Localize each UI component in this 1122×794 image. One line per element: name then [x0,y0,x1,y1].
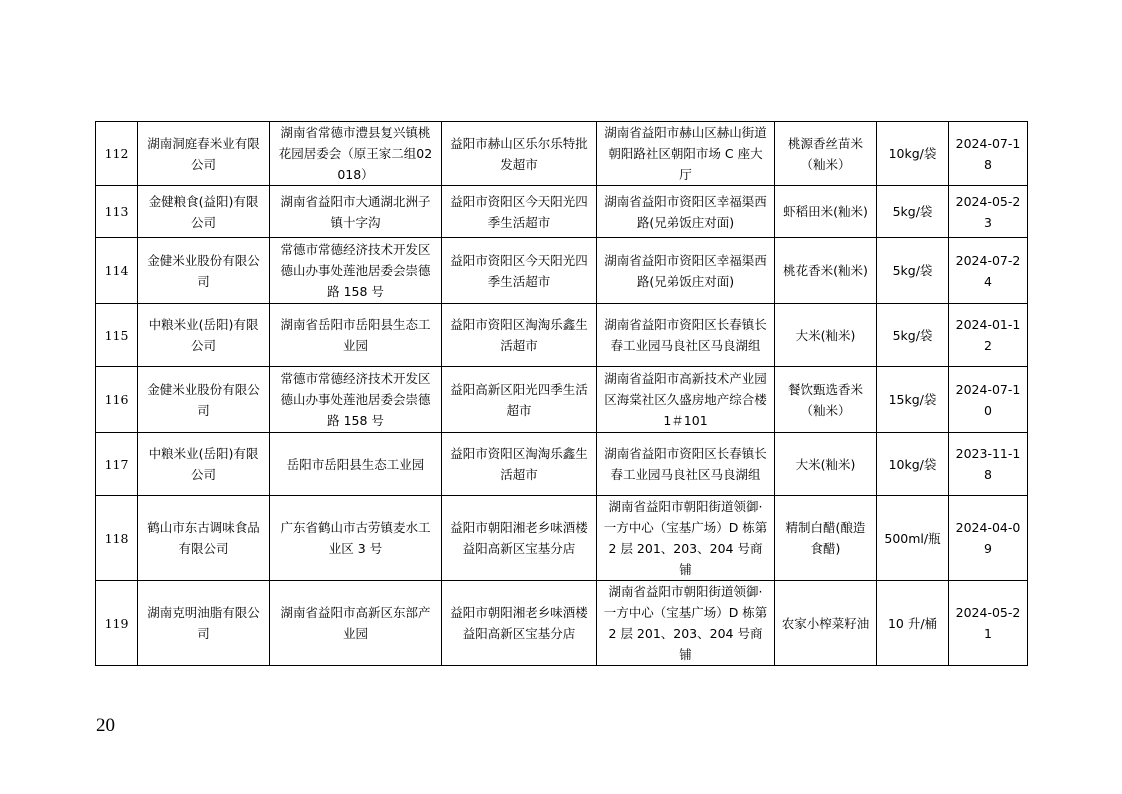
table-row [96,496,1028,581]
producer-name: 金健米业股份有限公司 [138,367,270,433]
production-date: 2024-04-09 [949,496,1028,581]
producer-address: 广东省鹤山市古劳镇麦水工业区 3 号 [270,496,442,581]
product-name: 大米(籼米) [775,433,877,496]
table-row [96,304,1028,367]
sampled-address: 湖南省益阳市资阳区幸福渠西路(兄弟饭庄对面) [597,186,775,238]
sampled-unit: 益阳市资阳区淘淘乐鑫生活超市 [442,304,597,367]
sampled-unit: 益阳市赫山区乐尔乐特批发超市 [442,122,597,186]
sampled-unit: 益阳高新区阳光四季生活超市 [442,367,597,433]
row-number: 118 [96,496,138,581]
product-name: 桃源香丝苗米（籼米） [775,122,877,186]
table-row [96,581,1028,666]
page-number: 20 [96,715,115,736]
production-date: 2024-05-21 [949,581,1028,666]
producer-name: 鹤山市东古调味食品有限公司 [138,496,270,581]
sampled-unit: 益阳市资阳区今天阳光四季生活超市 [442,186,597,238]
producer-name: 金健粮食(益阳)有限公司 [138,186,270,238]
production-date: 2024-07-24 [949,238,1028,304]
product-name: 桃花香米(籼米) [775,238,877,304]
producer-address: 湖南省常德市澧县复兴镇桃花园居委会（原王家二组02018） [270,122,442,186]
row-number: 113 [96,186,138,238]
table-row [96,238,1028,304]
results-table [95,121,1028,666]
product-spec: 10kg/袋 [877,122,949,186]
table-row [96,367,1028,433]
sampled-address: 湖南省益阳市高新技术产业园区海棠社区久盛房地产综合楼 1＃101 [597,367,775,433]
sampled-address: 湖南省益阳市资阳区长春镇长春工业园马良社区马良湖组 [597,304,775,367]
producer-name: 中粮米业(岳阳)有限公司 [138,433,270,496]
producer-address: 湖南省益阳市高新区东部产业园 [270,581,442,666]
product-name: 大米(籼米) [775,304,877,367]
row-number: 119 [96,581,138,666]
table-row [96,186,1028,238]
sampled-address: 湖南省益阳市资阳区长春镇长春工业园马良社区马良湖组 [597,433,775,496]
sampled-unit: 益阳市朝阳湘老乡味酒楼益阳高新区宝基分店 [442,581,597,666]
row-number: 112 [96,122,138,186]
product-name: 虾稻田米(籼米) [775,186,877,238]
product-name: 餐饮甄选香米（籼米） [775,367,877,433]
product-spec: 15kg/袋 [877,367,949,433]
producer-address: 湖南省岳阳市岳阳县生态工业园 [270,304,442,367]
production-date: 2024-05-23 [949,186,1028,238]
sampled-unit: 益阳市资阳区淘淘乐鑫生活超市 [442,433,597,496]
row-number: 114 [96,238,138,304]
sampled-address: 湖南省益阳市赫山区赫山街道朝阳路社区朝阳市场 C 座大厅 [597,122,775,186]
production-date: 2024-01-12 [949,304,1028,367]
product-spec: 10 升/桶 [877,581,949,666]
row-number: 115 [96,304,138,367]
row-number: 117 [96,433,138,496]
producer-name: 湖南克明油脂有限公司 [138,581,270,666]
producer-name: 金健米业股份有限公司 [138,238,270,304]
producer-name: 湖南洞庭春米业有限公司 [138,122,270,186]
product-spec: 500ml/瓶 [877,496,949,581]
table-row [96,433,1028,496]
product-spec: 10kg/袋 [877,433,949,496]
producer-address: 岳阳市岳阳县生态工业园 [270,433,442,496]
production-date: 2024-07-18 [949,122,1028,186]
product-name: 精制白醋(酿造食醋) [775,496,877,581]
sampled-address: 湖南省益阳市朝阳街道领御·一方中心（宝基广场）D 栋第 2 层 201、203、204 号商铺 [597,581,775,666]
producer-address: 湖南省益阳市大通湖北洲子镇十字沟 [270,186,442,238]
producer-name: 中粮米业(岳阳)有限公司 [138,304,270,367]
sampled-address: 湖南省益阳市朝阳街道领御·一方中心（宝基广场）D 栋第 2 层 201、203、204 号商铺 [597,496,775,581]
production-date: 2023-11-18 [949,433,1028,496]
producer-address: 常德市常德经济技术开发区德山办事处莲池居委会崇德路 158 号 [270,238,442,304]
sampled-address: 湖南省益阳市资阳区幸福渠西路(兄弟饭庄对面) [597,238,775,304]
product-name: 农家小榨菜籽油 [775,581,877,666]
product-spec: 5kg/袋 [877,186,949,238]
sampled-unit: 益阳市朝阳湘老乡味酒楼益阳高新区宝基分店 [442,496,597,581]
product-spec: 5kg/袋 [877,304,949,367]
row-number: 116 [96,367,138,433]
sampled-unit: 益阳市资阳区今天阳光四季生活超市 [442,238,597,304]
table-row [96,122,1028,186]
producer-address: 常德市常德经济技术开发区德山办事处莲池居委会崇德路 158 号 [270,367,442,433]
product-spec: 5kg/袋 [877,238,949,304]
production-date: 2024-07-10 [949,367,1028,433]
